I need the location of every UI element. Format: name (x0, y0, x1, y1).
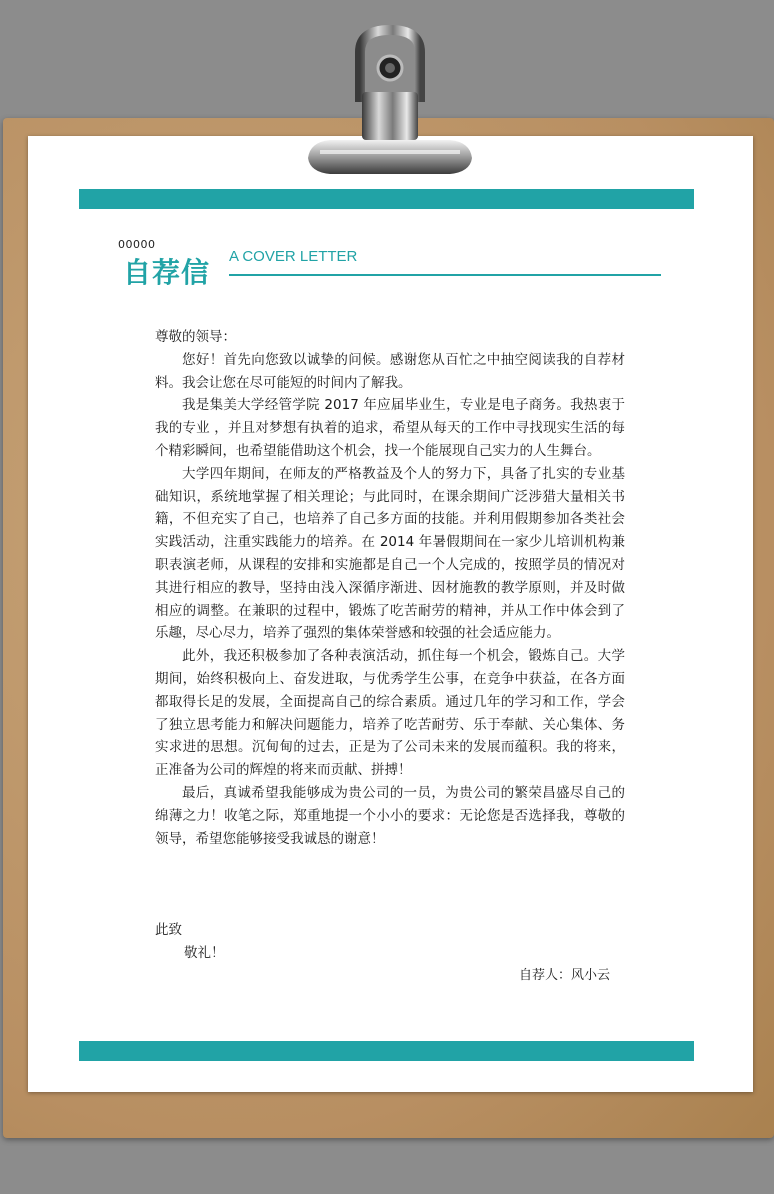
greeting: 尊敬的领导： (155, 329, 236, 345)
paragraph-conclusion: 最后，真诚希望我能够成为贵公司的一员，为贵公司的繁荣昌盛尽自己的绵薄之力！收笔之际，郑重地提一个小小的要求：无论您是否选择我，尊敬的领导，希望您能够接受我诚恳的谢意！ (155, 784, 625, 847)
page-subtitle: A COVER LETTER (229, 248, 358, 265)
closing: 此致 (155, 922, 182, 938)
paragraph-intro: 您好！首先向您致以诚挚的问候。感谢您从百忙之中抽空阅读我的自荐材料。我会让您在尽可能短的时间内了解我。 (155, 351, 625, 391)
signature: 自荐人：风小云 (519, 968, 611, 983)
paragraph-university: 大学四年期间，在师友的严格教益及个人的努力下，具备了扎实的专业基础知识，系统地掌握了相关理论；与此同时，在课余期间广泛涉猎大量相关书籍，不但充实了自己，也培养了自己多方面的技能。并利用假期参加各类社会实践活动，注重实践能力的培养。在 2014 年暑假期间在一家少儿培训机构兼职表演老师，从课程的安排和实施都是自己一个人完成的，按照学员的情况对其进行相应的教导，坚持由浅入深循序渐进、因材施教的教学原则，并及时做相应的调整。在兼职的过程中，锻炼了吃苦耐劳的精神，并从工作中体会到了乐趣，尽心尽力，培养了强烈的集体荣誉感和较强的社会适应能力。 (155, 465, 625, 642)
binder-clip-icon (300, 22, 480, 178)
paragraph-activities: 此外，我还积极参加了各种表演活动，抓住每一个机会，锻炼自己。大学期间，始终积极向上、奋发进取，与优秀学生公事，在竞争中获益，在各方面都取得长足的发展，全面提高自己的综合素质。通过几年的学习和工作，学会了独立思考能力和解决问题能力，培养了吃苦耐劳、乐于奉献、关心集体、务实求进的思想。沉甸甸的过去，正是为了公司未来的发展而蕴积。我的将来，正准备为公司的辉煌的将来而贡献、拼搏！ (155, 648, 625, 779)
paragraph-background: 我是集美大学经管学院 2017 年应届毕业生，专业是电子商务。我热衷于我的专业 ，并且对梦想有执着的追求，希望从每天的工作中寻找现实生活的每个精彩瞬间，也希望能借助这个机会，找一个能展现自己实力的人生舞台。 (155, 397, 625, 459)
letter-body (155, 326, 625, 850)
salute: 敬礼！ (184, 945, 225, 961)
top-accent-bar (79, 189, 694, 209)
document-code: 00000 (118, 238, 156, 251)
bottom-accent-bar (79, 1041, 694, 1061)
title-underline (229, 274, 661, 276)
page-title: 自荐信 (123, 256, 211, 289)
